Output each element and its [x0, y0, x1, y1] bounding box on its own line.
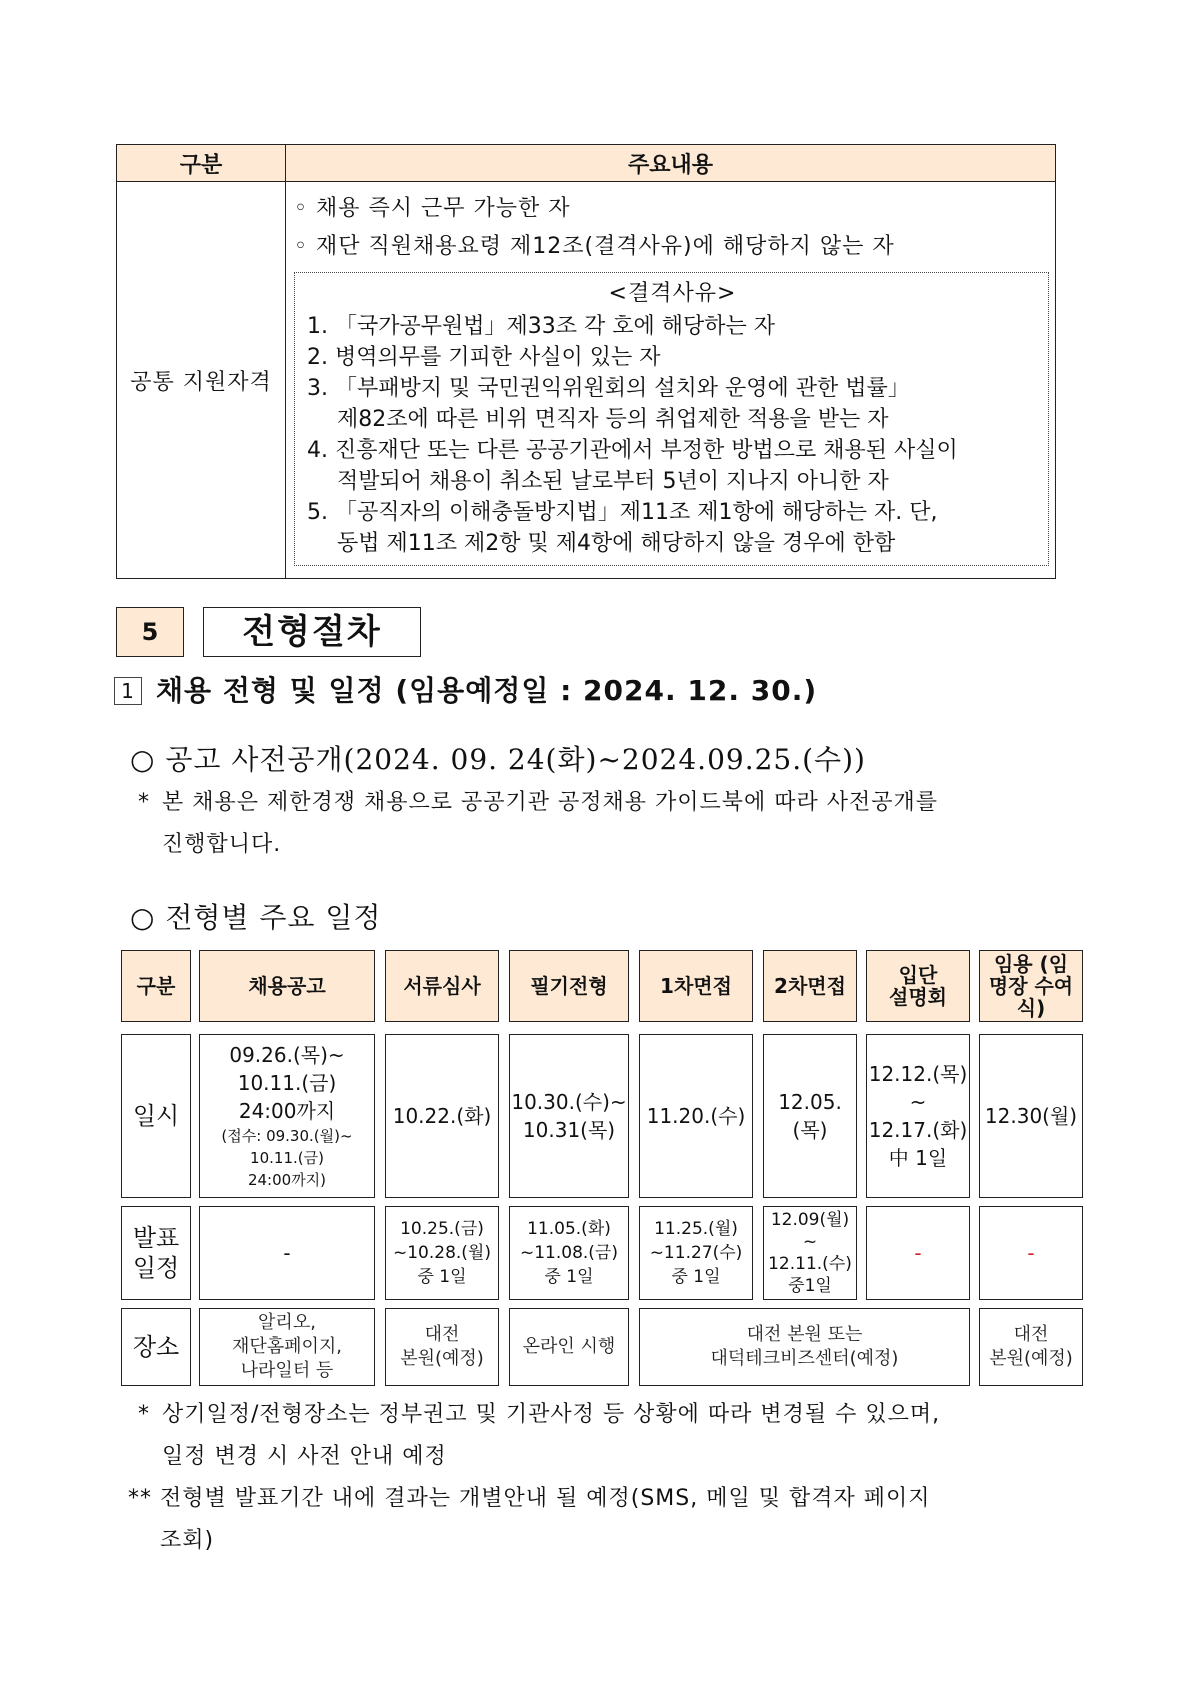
disqualification-title: <결격사유> — [608, 281, 737, 306]
sched-text: 나라일터 등 — [240, 1360, 334, 1381]
disq-item: 3. 「부패방지 및 국민권익위원회의 설치와 운영에 관한 법률」 — [307, 376, 910, 401]
subsection-number-box: 1 — [114, 677, 142, 705]
prerelease-line: ○ 공고 사전공개(2024. 09. 24(화)~2024.09.25.(수)) — [130, 743, 866, 776]
note-text: 본 채용은 제한경쟁 채용으로 공공기관 공정채용 가이드북에 따라 사전공개를 — [162, 790, 939, 815]
sched-text: 中 1일 — [888, 1146, 948, 1170]
sched-text: 24:00까지 — [238, 1099, 336, 1123]
qual-header-category: 구분 — [117, 145, 286, 182]
sched-place-appointment — [979, 1308, 1083, 1386]
qual-bullet: ◦ 채용 즉시 근무 가능한 자 — [294, 196, 571, 221]
sched-text: 11.05.(화) — [527, 1219, 611, 1239]
disq-item-cont: 제82조에 따른 비위 면직자 등의 취업제한 적용을 받는 자 — [337, 407, 889, 432]
sched-ann-written — [509, 1206, 629, 1300]
disq-item: 2. 병역의무를 기피한 사실이 있는 자 — [307, 345, 661, 370]
sched-text: 대전 본원 또는 — [746, 1324, 863, 1345]
note-line: 진행합니다. — [162, 832, 282, 857]
sched-text: 10.31(목) — [522, 1118, 616, 1142]
sched-place-posting — [199, 1308, 375, 1386]
disqualification-box — [294, 272, 1049, 566]
sched-text: 본원(예정) — [989, 1348, 1073, 1369]
sched-date-appointment: 12.30(월) — [979, 1034, 1083, 1198]
footnote-line: 상기일정/전형장소는 정부권고 및 기관사정 등 상황에 따라 변경될 수 있으며, — [162, 1402, 941, 1427]
sched-text: 12.09(월) — [770, 1210, 850, 1230]
sched-date-posting — [199, 1034, 375, 1198]
sched-ann-interview2 — [763, 1206, 857, 1300]
sched-text: 10.25.(금) — [400, 1219, 484, 1239]
qual-header-content: 주요내용 — [286, 145, 1056, 182]
sched-date-interview1: 11.20.(수) — [639, 1034, 753, 1198]
sched-text: 대전 — [424, 1324, 460, 1345]
sched-text: 본원(예정) — [400, 1348, 484, 1369]
footnote-line: 일정 변경 시 사전 안내 예정 — [162, 1444, 447, 1469]
sched-header: 서류심사 — [385, 950, 499, 1022]
sched-text: 대덕테크비즈센터(예정) — [710, 1348, 899, 1369]
section-number: 5 — [116, 607, 184, 657]
note-line — [162, 782, 1086, 824]
note-marker: * — [138, 790, 150, 815]
disq-item: 4. 진흥재단 또는 다른 공공기관에서 부정한 방법으로 채용된 사실이 — [307, 438, 958, 463]
footnote-marker: ** — [128, 1486, 152, 1511]
sched-text: ~11.08.(금) — [519, 1243, 618, 1263]
sched-row-label — [121, 1206, 191, 1300]
subsection-title-text: 채용 전형 및 일정 (임용예정일 : 2024. 12. 30.) — [156, 674, 818, 707]
footnote-2 — [128, 1478, 1086, 1562]
subsection-title — [114, 669, 817, 709]
sched-text: 12.12.(목) — [868, 1062, 968, 1086]
qualification-table — [116, 144, 1056, 579]
sched-text: (목) — [792, 1118, 828, 1142]
sched-text: ~ — [802, 1232, 818, 1252]
sched-text: ~11.27(수) — [649, 1243, 743, 1263]
footnote-1 — [138, 1394, 1086, 1478]
sched-place-interviews — [639, 1308, 970, 1386]
sched-text: 10.30.(수)~ — [511, 1090, 627, 1114]
sched-date-document: 10.22.(화) — [385, 1034, 499, 1198]
sched-date-interview2 — [763, 1034, 857, 1198]
sched-date-written — [509, 1034, 629, 1198]
disq-item-cont: 동법 제11조 제2항 및 제4항에 해당하지 않을 경우에 한함 — [337, 531, 896, 556]
sched-ann-interview1 — [639, 1206, 753, 1300]
sched-place-document — [385, 1308, 499, 1386]
sched-text: 대전 — [1013, 1324, 1049, 1345]
sched-row-label: 장소 — [121, 1308, 191, 1386]
sched-text: 12.11.(수) — [768, 1254, 852, 1274]
sched-ann-posting: - — [199, 1206, 375, 1300]
disq-item: 5. 「공직자의 이해충돌방지법」제11조 제1항에 해당하는 자. 단, — [307, 500, 938, 525]
sched-text: 24:00까지) — [247, 1171, 327, 1189]
sched-text: 중 1일 — [671, 1267, 721, 1287]
schedule-heading: ○ 전형별 주요 일정 — [130, 901, 382, 934]
disq-item: 1. 「국가공무원법」제33조 각 호에 해당하는 자 — [307, 314, 775, 339]
footnote-marker: * — [138, 1402, 150, 1427]
sched-date-briefing — [866, 1034, 970, 1198]
sched-text: 알리오, — [258, 1312, 316, 1333]
prerelease-note — [138, 782, 1086, 866]
sched-header: 입단 설명회 — [866, 950, 970, 1022]
sched-text: 중 1일 — [544, 1267, 594, 1287]
footnote-line: 전형별 발표기간 내에 결과는 개별안내 될 예정(SMS, 메일 및 합격자 페이지 — [160, 1486, 931, 1511]
sched-header: 임용 (임명장 수여식) — [979, 950, 1083, 1022]
sched-text: 11.25.(월) — [654, 1219, 738, 1239]
sched-text: 10.11.(금) — [250, 1149, 324, 1167]
sched-header: 채용공고 — [199, 950, 375, 1022]
sched-ann-appointment: - — [979, 1206, 1083, 1300]
sched-row-label: 일시 — [121, 1034, 191, 1198]
qual-row-content — [286, 182, 1056, 579]
footnote-line: 조회) — [160, 1528, 215, 1553]
sched-header: 필기전형 — [509, 950, 629, 1022]
disq-item-cont: 적발되어 채용이 취소된 날로부터 5년이 지나지 아니한 자 — [337, 469, 889, 494]
sched-header: 구분 — [121, 950, 191, 1022]
sched-ann-briefing: - — [866, 1206, 970, 1300]
sched-text: 재단홈페이지, — [231, 1336, 343, 1357]
sched-place-written: 온라인 시행 — [509, 1308, 629, 1386]
sched-header: 1차면접 — [639, 950, 753, 1022]
qual-bullet: ◦ 재단 직원채용요령 제12조(결격사유)에 해당하지 않는 자 — [294, 234, 895, 259]
section-title: 전형절차 — [203, 607, 421, 657]
qual-row-label: 공통 지원자격 — [117, 182, 286, 579]
sched-row-label-text: 발표 일정 — [132, 1224, 180, 1282]
sched-header: 2차면접 — [763, 950, 857, 1022]
sched-text: (접수: 09.30.(월)~ — [221, 1127, 353, 1145]
sched-text: ~10.28.(월) — [392, 1243, 491, 1263]
sched-text: 중1일 — [788, 1276, 832, 1296]
sched-text: 10.11.(금) — [237, 1071, 337, 1095]
sched-text: 중 1일 — [417, 1267, 467, 1287]
sched-ann-document — [385, 1206, 499, 1300]
sched-text: 12.17.(화) — [868, 1118, 968, 1142]
sched-text: ~ — [909, 1090, 927, 1114]
sched-text: 12.05. — [778, 1090, 842, 1114]
sched-text: 09.26.(목)~ — [229, 1043, 345, 1067]
